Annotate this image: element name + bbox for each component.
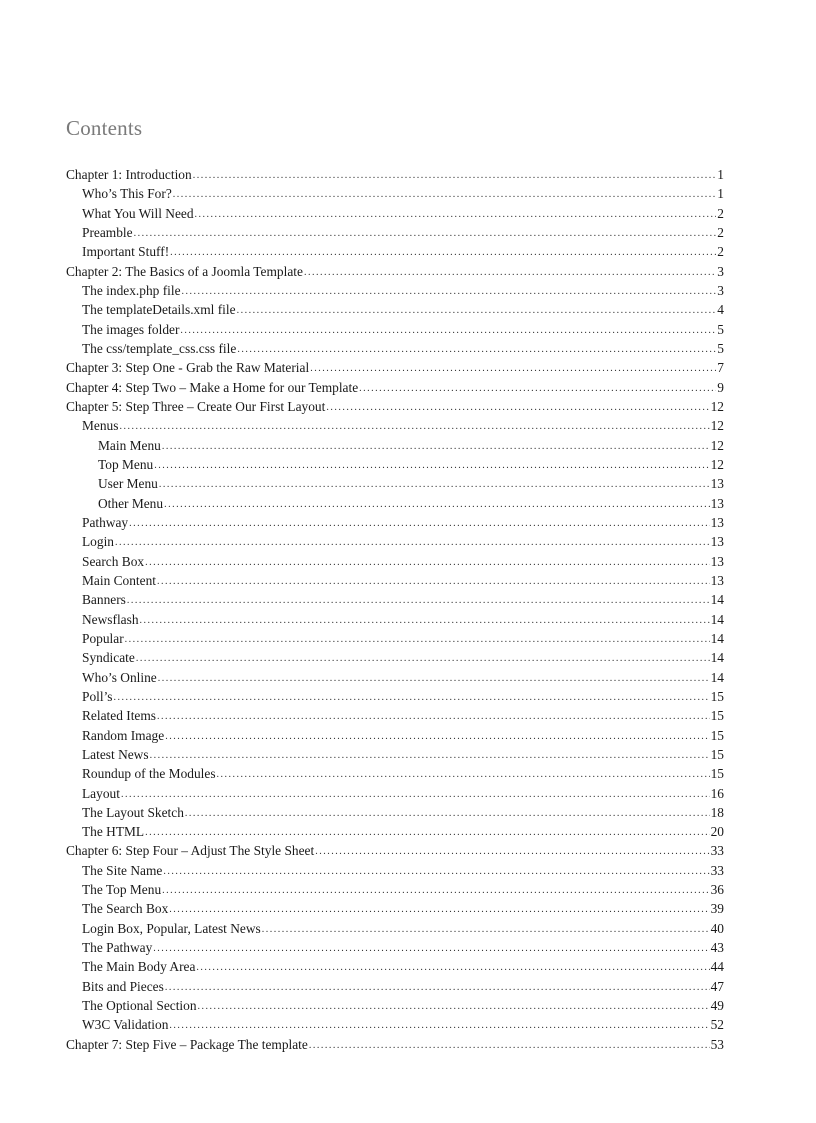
toc-entry-title: What You Will Need bbox=[82, 205, 194, 221]
toc-entry-page-number: 3 bbox=[717, 282, 724, 298]
toc-entry-title: Login bbox=[82, 534, 114, 550]
toc-entry[interactable] bbox=[66, 513, 724, 532]
dot-leader bbox=[173, 185, 717, 203]
toc-entry-page-number: 14 bbox=[710, 650, 724, 666]
toc-entry-page-number: 15 bbox=[710, 688, 724, 704]
toc-entry-title: Popular bbox=[82, 630, 124, 646]
toc-entry[interactable] bbox=[66, 552, 724, 571]
toc-entry-title: Banners bbox=[82, 592, 126, 608]
toc-entry[interactable] bbox=[66, 262, 724, 281]
toc-entry-page-number: 12 bbox=[710, 398, 724, 414]
toc-entry[interactable] bbox=[66, 223, 724, 242]
toc-entry-page-number: 12 bbox=[710, 456, 724, 472]
dot-leader bbox=[157, 707, 710, 725]
toc-entry[interactable] bbox=[66, 745, 724, 764]
toc-entry-page-number: 15 bbox=[710, 727, 724, 743]
toc-entry-title: Main Menu bbox=[98, 437, 161, 453]
dot-leader bbox=[159, 475, 710, 493]
dot-leader bbox=[185, 804, 710, 822]
toc-entry-page-number: 5 bbox=[717, 321, 724, 337]
toc-entry-page-number: 14 bbox=[710, 669, 724, 685]
toc-entry-title: Chapter 3: Step One - Grab the Raw Material bbox=[66, 360, 310, 376]
dot-leader bbox=[196, 958, 709, 976]
toc-entry-title: The HTML bbox=[82, 824, 145, 840]
dot-leader bbox=[237, 301, 717, 319]
toc-entry-title: Pathway bbox=[82, 514, 129, 530]
toc-entry-title: Poll’s bbox=[82, 688, 113, 704]
dot-leader bbox=[127, 591, 710, 609]
toc-entry[interactable] bbox=[66, 474, 724, 493]
dot-leader bbox=[262, 920, 710, 938]
toc-entry-page-number: 5 bbox=[717, 340, 724, 356]
toc-entry-page-number: 43 bbox=[710, 940, 724, 956]
dot-leader bbox=[198, 997, 710, 1015]
dot-leader bbox=[158, 669, 710, 687]
toc-entry-title: Preamble bbox=[82, 224, 133, 240]
toc-entry-title: Bits and Pieces bbox=[82, 978, 164, 994]
dot-leader bbox=[180, 321, 716, 339]
toc-entry[interactable] bbox=[66, 899, 724, 918]
toc-entry[interactable] bbox=[66, 764, 724, 783]
toc-entry[interactable] bbox=[66, 204, 724, 223]
dot-leader bbox=[115, 533, 710, 551]
toc-entry-page-number: 14 bbox=[710, 592, 724, 608]
toc-entry-page-number: 15 bbox=[710, 708, 724, 724]
toc-entry-page-number: 3 bbox=[717, 263, 724, 279]
dot-leader bbox=[153, 939, 709, 957]
toc-entry-page-number: 9 bbox=[717, 379, 724, 395]
toc-entry-page-number: 13 bbox=[710, 476, 724, 492]
toc-entry[interactable] bbox=[66, 706, 724, 725]
dot-leader bbox=[309, 1036, 710, 1054]
toc-entry-page-number: 49 bbox=[710, 998, 724, 1014]
toc-entry[interactable] bbox=[66, 532, 724, 551]
toc-entry-page-number: 4 bbox=[717, 302, 724, 318]
toc-entry-page-number: 36 bbox=[710, 882, 724, 898]
toc-entry-page-number: 13 bbox=[710, 495, 724, 511]
dot-leader bbox=[193, 166, 717, 184]
toc-entry-title: Newsflash bbox=[82, 611, 139, 627]
toc-entry[interactable] bbox=[66, 339, 724, 358]
dot-leader bbox=[170, 243, 716, 261]
dot-leader bbox=[165, 978, 710, 996]
toc-entry[interactable] bbox=[66, 687, 724, 706]
toc-entry-title: Chapter 2: The Basics of a Joomla Template bbox=[66, 263, 303, 279]
toc-entry-title: Layout bbox=[82, 785, 120, 801]
dot-leader bbox=[121, 785, 710, 803]
toc-entry[interactable] bbox=[66, 996, 724, 1015]
toc-entry[interactable] bbox=[66, 648, 724, 667]
toc-entry-page-number: 13 bbox=[710, 514, 724, 530]
toc-entry[interactable] bbox=[66, 281, 724, 300]
toc-entry-title: Chapter 5: Step Three – Create Our First Layout bbox=[66, 398, 326, 414]
toc-entry-title: The templateDetails.xml file bbox=[82, 302, 236, 318]
dot-leader bbox=[182, 282, 717, 300]
dot-leader bbox=[114, 688, 710, 706]
dot-leader bbox=[157, 572, 710, 590]
toc-entry-title: Chapter 7: Step Five – Package The template bbox=[66, 1036, 308, 1052]
toc-entry[interactable] bbox=[66, 358, 724, 377]
toc-entry-title: Login Box, Popular, Latest News bbox=[82, 920, 261, 936]
dot-leader bbox=[150, 746, 710, 764]
toc-entry[interactable] bbox=[66, 397, 724, 416]
toc-entry[interactable] bbox=[66, 416, 724, 435]
table-of-contents bbox=[66, 165, 724, 1054]
dot-leader bbox=[165, 727, 709, 745]
toc-entry[interactable] bbox=[66, 977, 724, 996]
dot-leader bbox=[140, 611, 710, 629]
toc-entry[interactable] bbox=[66, 629, 724, 648]
dot-leader bbox=[145, 823, 710, 841]
toc-entry-page-number: 2 bbox=[717, 205, 724, 221]
toc-entry-page-number: 1 bbox=[717, 167, 724, 182]
toc-entry-title: The Site Name bbox=[82, 862, 163, 878]
toc-entry-title: The images folder bbox=[82, 321, 180, 337]
toc-entry-page-number: 20 bbox=[710, 824, 724, 840]
toc-entry-page-number: 12 bbox=[710, 418, 724, 434]
toc-entry-title: Who’s This For? bbox=[82, 186, 172, 202]
contents-heading: Contents bbox=[66, 116, 143, 140]
toc-entry-title: User Menu bbox=[98, 476, 158, 492]
dot-leader bbox=[237, 340, 716, 358]
dot-leader bbox=[162, 437, 710, 455]
toc-entry-title: Random Image bbox=[82, 727, 165, 743]
toc-entry-title: Related Items bbox=[82, 708, 156, 724]
toc-entry-title: The css/template_css.css file bbox=[82, 340, 237, 356]
dot-leader bbox=[162, 881, 709, 899]
toc-entry-title: The Search Box bbox=[82, 901, 169, 917]
dot-leader bbox=[119, 417, 709, 435]
toc-entry[interactable] bbox=[66, 455, 724, 474]
dot-leader bbox=[125, 630, 710, 648]
toc-entry[interactable] bbox=[66, 726, 724, 745]
toc-entry-page-number: 52 bbox=[710, 1017, 724, 1033]
dot-leader bbox=[195, 205, 717, 223]
dot-leader bbox=[169, 1016, 709, 1034]
dot-leader bbox=[217, 765, 710, 783]
toc-entry[interactable] bbox=[66, 184, 724, 203]
toc-entry[interactable] bbox=[66, 590, 724, 609]
toc-entry[interactable] bbox=[66, 242, 724, 261]
toc-entry-title: Top Menu bbox=[98, 456, 154, 472]
toc-entry-page-number: 15 bbox=[710, 746, 724, 762]
toc-entry-page-number: 13 bbox=[710, 534, 724, 550]
toc-entry-page-number: 39 bbox=[710, 901, 724, 917]
toc-entry-title: The Layout Sketch bbox=[82, 804, 184, 820]
dot-leader bbox=[134, 224, 717, 242]
dot-leader bbox=[304, 263, 716, 281]
toc-entry[interactable] bbox=[66, 919, 724, 938]
toc-entry-page-number: 16 bbox=[710, 785, 724, 801]
toc-entry-page-number: 2 bbox=[717, 244, 724, 260]
toc-entry-page-number: 14 bbox=[710, 630, 724, 646]
dot-leader bbox=[163, 862, 709, 880]
toc-entry-title: Chapter 1: Introduction bbox=[66, 167, 192, 182]
toc-entry-title: Chapter 4: Step Two – Make a Home for our Template bbox=[66, 379, 359, 395]
toc-entry-page-number: 13 bbox=[710, 572, 724, 588]
toc-entry-title: Syndicate bbox=[82, 650, 135, 666]
toc-entry-page-number: 44 bbox=[710, 959, 724, 975]
dot-leader bbox=[310, 359, 716, 377]
toc-entry[interactable] bbox=[66, 822, 724, 841]
toc-entry-title: Roundup of the Modules bbox=[82, 766, 216, 782]
toc-entry[interactable] bbox=[66, 938, 724, 957]
toc-entry[interactable] bbox=[66, 494, 724, 513]
dot-leader bbox=[326, 398, 709, 416]
dot-leader bbox=[136, 649, 710, 667]
toc-entry[interactable] bbox=[66, 957, 724, 976]
toc-entry[interactable] bbox=[66, 300, 724, 319]
toc-entry[interactable] bbox=[66, 1015, 724, 1034]
toc-entry-title: Search Box bbox=[82, 553, 145, 569]
toc-entry-title: Important Stuff! bbox=[82, 244, 170, 260]
toc-entry-title: The Optional Section bbox=[82, 998, 197, 1014]
toc-entry-page-number: 14 bbox=[710, 611, 724, 627]
toc-entry-title: Main Content bbox=[82, 572, 157, 588]
toc-entry-title: Latest News bbox=[82, 746, 149, 762]
toc-entry[interactable] bbox=[66, 436, 724, 455]
toc-entry-title: Other Menu bbox=[98, 495, 164, 511]
toc-entry[interactable] bbox=[66, 1035, 724, 1054]
toc-entry[interactable] bbox=[66, 320, 724, 339]
toc-entry[interactable] bbox=[66, 610, 724, 629]
toc-entry-page-number: 13 bbox=[710, 553, 724, 569]
toc-entry-page-number: 47 bbox=[710, 978, 724, 994]
toc-entry-page-number: 15 bbox=[710, 766, 724, 782]
dot-leader bbox=[145, 553, 710, 571]
toc-entry-title: Chapter 6: Step Four – Adjust The Style Sheet bbox=[66, 843, 315, 859]
toc-entry[interactable] bbox=[66, 571, 724, 590]
toc-entry-page-number: 2 bbox=[717, 224, 724, 240]
dot-leader bbox=[315, 842, 709, 860]
toc-entry-page-number: 7 bbox=[717, 360, 724, 376]
toc-entry-title: Who’s Online bbox=[82, 669, 157, 685]
toc-entry[interactable] bbox=[66, 668, 724, 687]
toc-entry-page-number: 40 bbox=[710, 920, 724, 936]
dot-leader bbox=[359, 379, 716, 397]
toc-entry-title: The index.php file bbox=[82, 282, 181, 298]
toc-entry[interactable] bbox=[66, 803, 724, 822]
toc-entry-title: The Pathway bbox=[82, 940, 153, 956]
toc-entry-title: The Top Menu bbox=[82, 882, 162, 898]
toc-entry[interactable] bbox=[66, 880, 724, 899]
toc-entry-page-number: 33 bbox=[710, 843, 724, 859]
toc-entry-page-number: 1 bbox=[717, 186, 724, 202]
toc-entry-page-number: 18 bbox=[710, 804, 724, 820]
toc-entry-page-number: 12 bbox=[710, 437, 724, 453]
toc-entry-title: W3C Validation bbox=[82, 1017, 169, 1033]
toc-entry[interactable] bbox=[66, 378, 724, 397]
dot-leader bbox=[169, 900, 709, 918]
toc-entry-title: Menus bbox=[82, 418, 119, 434]
toc-entry-page-number: 53 bbox=[710, 1036, 724, 1052]
toc-entry-page-number: 33 bbox=[710, 862, 724, 878]
dot-leader bbox=[164, 495, 710, 513]
toc-entry[interactable] bbox=[66, 841, 724, 860]
dot-leader bbox=[154, 456, 709, 474]
dot-leader bbox=[129, 514, 709, 532]
toc-entry-title: The Main Body Area bbox=[82, 959, 196, 975]
toc-entry[interactable] bbox=[66, 784, 724, 803]
toc-entry[interactable] bbox=[66, 165, 724, 184]
toc-entry[interactable] bbox=[66, 861, 724, 880]
